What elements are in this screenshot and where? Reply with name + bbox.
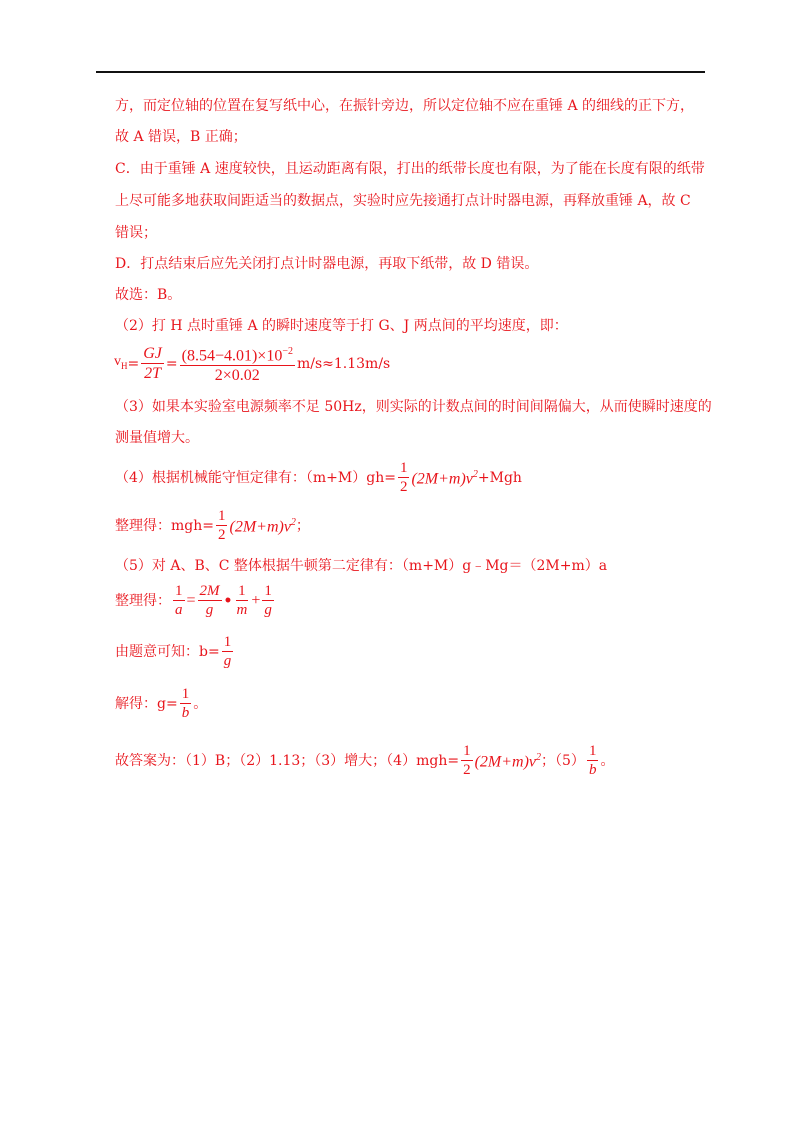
vh-eq: = — [127, 355, 140, 372]
one-half: $\frac{1}{2}$ — [399, 460, 408, 495]
inv-b-2: $\frac{1}{b}$ — [588, 743, 597, 778]
inv-b: $\frac{1}{b}$ — [181, 686, 190, 721]
final-answer: 故答案为：（1）B；（2）1.13；（3）增大；（4）mgh= $\frac{1}{2}$ $(2M+m)v^2$ ；（5） $\frac{1}{b}$ 。 — [115, 743, 615, 778]
line-3: C．由于重锤 A 速度较快，且运动距离有限，打出的纸带长度也有限，为了能在长度有限的纸带 — [115, 161, 705, 177]
gj-over-2t: $\frac{GJ}{2T}$ — [143, 345, 162, 383]
numeric-fraction: $\frac{(8.54-4.01)\times 10^{-2}}{2\times 0.02}$ — [180, 343, 295, 384]
energy-term: $(2M+m)v^2$ — [411, 469, 478, 488]
inv-a: $\frac{1}{a}$ — [175, 583, 183, 618]
simplified-energy: 整理得：mgh= $\frac{1}{2}$ $(2M+m)v^2$ ； — [115, 508, 310, 543]
inv-g: $\frac{1}{g}$ — [264, 583, 272, 618]
line-2: 故 A 错误，B 正确； — [115, 129, 247, 145]
energy-term-3: $(2M+m)v^2$ — [474, 752, 542, 771]
inv-m: $\frac{1}{m}$ — [236, 583, 248, 618]
line-11: 测量值增大。 — [115, 430, 199, 446]
vh-lhs: $v_H$ — [114, 353, 128, 371]
inv-g-2: $\frac{1}{g}$ — [223, 634, 232, 669]
line-6: D．打点结束后应先关闭打点计时器电源，再取下纸带，故 D 错误。 — [115, 256, 539, 272]
vh-eq2: = — [165, 355, 178, 372]
twoM-over-g: $\frac{2M}{g}$ — [199, 583, 220, 618]
energy-term-2: $(2M+m)v^2$ — [229, 517, 296, 536]
linear-relation: 整理得： $\frac{1}{a}$ = $\frac{2M}{g}$ • $\frac{1}{m}$ + $\frac{1}{g}$ — [115, 583, 272, 618]
line-10: （3）如果本实验室电源频率不足 50Hz，则实际的计数点间的时间间隔偏大，从而使瞬时速度的 — [115, 399, 712, 415]
one-half-2: $\frac{1}{2}$ — [217, 508, 226, 543]
line-14: （5）对 A、B、C 整体根据牛顿第二定律有：（m+M）g﹣Mg＝（2M+m）a — [115, 558, 608, 574]
line-1: 方，而定位轴的位置在复写纸中心，在振针旁边，所以定位轴不应在重锤 A 的细线的正下方， — [115, 98, 695, 114]
line-8: （2）打 H 点时重锤 A 的瞬时速度等于打 G、J 两点间的平均速度，即： — [115, 318, 568, 334]
one-half-3: $\frac{1}{2}$ — [463, 743, 471, 778]
velocity-formula — [114, 343, 390, 384]
line-7: 故选：B。 — [115, 287, 182, 303]
vh-unit: m/s≈1.13m/s — [296, 355, 391, 372]
header-rule — [96, 71, 705, 73]
energy-equation: （4）根据机械能守恒定律有：（m+M）gh= $\frac{1}{2}$ $(2M+m)v^2$ +Mgh — [115, 460, 522, 495]
line-4: 上尽可能多地获取间距适当的数据点，实验时应先接通打点计时器电源，再释放重锤 A，故 C — [115, 193, 691, 209]
line-5: 错误； — [115, 225, 157, 241]
intercept-relation: 由题意可知：b= $\frac{1}{g}$ — [115, 634, 232, 669]
solve-g: 解得：g= $\frac{1}{b}$ 。 — [115, 686, 208, 721]
